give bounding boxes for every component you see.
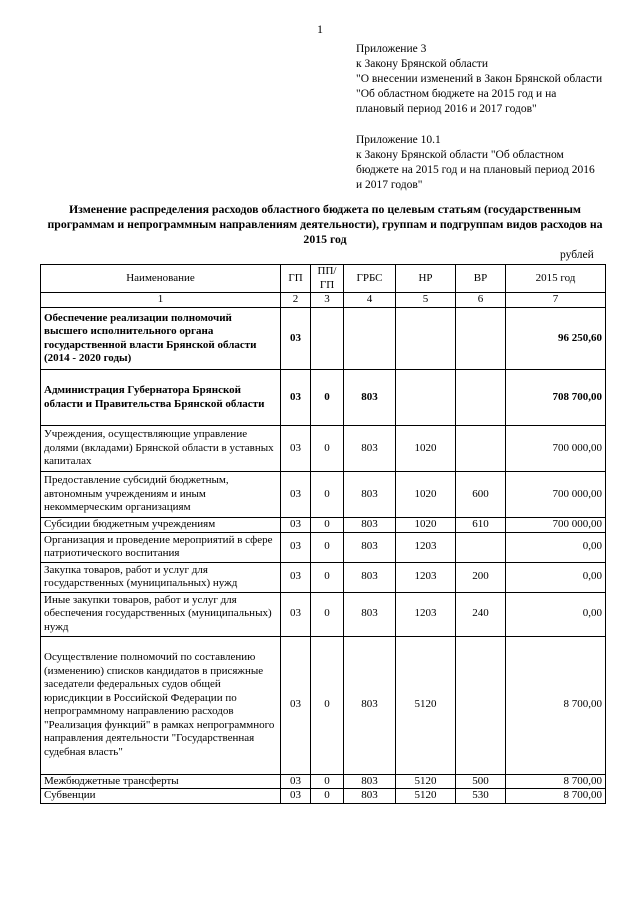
table-row (41, 789, 606, 804)
row-ppgp-cell: 0 (311, 532, 344, 562)
appendix-3-line: "О внесении изменений в Закон Брянской области (356, 73, 603, 85)
row-vr-cell (456, 370, 506, 426)
appendix-10-line: бюджете на 2015 год и на плановый период 2016 (356, 164, 595, 176)
row-name-cell: Обеспечение реализации полномочий высшего исполнительного органа государственной власти Брянской области (2014 - 2020 годы) (41, 308, 281, 370)
table-row (41, 308, 606, 370)
row-name-cell: Предоставление субсидий бюджетным, автономным учреждениям и иным некоммерческим организациям (41, 472, 281, 518)
table-row (41, 370, 606, 426)
row-grbs-cell: 803 (344, 636, 396, 774)
row-gp-cell: 03 (281, 562, 311, 592)
row-nr-cell: 5120 (396, 789, 456, 804)
row-nr-cell: 1203 (396, 562, 456, 592)
column-number: 2 (281, 293, 311, 308)
row-amount-cell: 708 700,00 (506, 370, 606, 426)
row-vr-cell: 200 (456, 562, 506, 592)
table-row (41, 532, 606, 562)
appendix-10-line: Приложение 10.1 (356, 134, 441, 146)
header-grbs: ГРБС (344, 265, 396, 293)
row-grbs-cell: 803 (344, 562, 396, 592)
row-amount-cell: 700 000,00 (506, 426, 606, 472)
row-gp-cell: 03 (281, 472, 311, 518)
appendix-3-line: плановый период 2016 и 2017 годов" (356, 103, 537, 115)
row-vr-cell: 530 (456, 789, 506, 804)
row-amount-cell: 0,00 (506, 562, 606, 592)
row-grbs-cell: 803 (344, 774, 396, 789)
row-name-cell: Закупка товаров, работ и услуг для государственных (муниципальных) нужд (41, 562, 281, 592)
table-row (41, 426, 606, 472)
row-ppgp-cell: 0 (311, 518, 344, 533)
row-nr-cell: 1020 (396, 472, 456, 518)
table-row (41, 562, 606, 592)
currency-unit: рублей (560, 249, 594, 261)
row-name-cell: Осуществление полномочий по составлению (изменению) списков кандидатов в присяжные заседатели федеральных судов общей юрисдикции в Российской Федерации по непрограммному направлению расходов "Реализация функций" в рамках непрограммного направления деятельности "Государственная судебная власть" (41, 636, 281, 774)
row-gp-cell: 03 (281, 789, 311, 804)
row-nr-cell: 1020 (396, 518, 456, 533)
row-vr-cell (456, 532, 506, 562)
row-grbs-cell: 803 (344, 789, 396, 804)
table-row (41, 592, 606, 636)
budget-table (40, 264, 606, 804)
row-grbs-cell (344, 308, 396, 370)
appendix-3-line: к Закону Брянской области (356, 58, 488, 70)
table-row (41, 518, 606, 533)
table-row (41, 774, 606, 789)
row-ppgp-cell: 0 (311, 562, 344, 592)
header-year: 2015 год (506, 265, 606, 293)
row-vr-cell (456, 426, 506, 472)
row-gp-cell: 03 (281, 370, 311, 426)
row-gp-cell: 03 (281, 774, 311, 789)
table-row (41, 472, 606, 518)
table-header-row (41, 265, 606, 293)
title-line: Изменение распределения расходов областного бюджета по целевым статьям (государственным (69, 202, 581, 216)
column-number: 6 (456, 293, 506, 308)
appendix-10-header (356, 133, 595, 193)
row-ppgp-cell: 0 (311, 426, 344, 472)
column-number-row (41, 293, 606, 308)
row-ppgp-cell: 0 (311, 592, 344, 636)
row-name-cell: Учреждения, осуществляющие управление долями (вкладами) Брянской области в уставных капиталах (41, 426, 281, 472)
row-amount-cell: 700 000,00 (506, 518, 606, 533)
row-amount-cell: 700 000,00 (506, 472, 606, 518)
header-gp: ГП (281, 265, 311, 293)
row-ppgp-cell: 0 (311, 636, 344, 774)
row-gp-cell: 03 (281, 532, 311, 562)
row-vr-cell: 500 (456, 774, 506, 789)
row-gp-cell: 03 (281, 426, 311, 472)
row-amount-cell: 8 700,00 (506, 774, 606, 789)
appendix-10-line: к Закону Брянской области "Об областном (356, 149, 564, 161)
row-name-cell: Администрация Губернатора Брянской области и Правительства Брянской области (41, 370, 281, 426)
row-nr-cell: 5120 (396, 774, 456, 789)
row-amount-cell: 0,00 (506, 592, 606, 636)
row-ppgp-cell: 0 (311, 774, 344, 789)
row-nr-cell (396, 308, 456, 370)
row-name-cell: Организация и проведение мероприятий в сфере патриотического воспитания (41, 532, 281, 562)
row-vr-cell: 600 (456, 472, 506, 518)
row-grbs-cell: 803 (344, 592, 396, 636)
row-ppgp-cell: 0 (311, 789, 344, 804)
row-name-cell: Межбюджетные трансферты (41, 774, 281, 789)
row-nr-cell (396, 370, 456, 426)
row-grbs-cell: 803 (344, 518, 396, 533)
appendix-3-header (356, 42, 602, 117)
row-name-cell: Субвенции (41, 789, 281, 804)
document-title (40, 202, 610, 247)
column-number: 7 (506, 293, 606, 308)
row-vr-cell (456, 308, 506, 370)
row-vr-cell: 610 (456, 518, 506, 533)
column-number: 3 (311, 293, 344, 308)
appendix-10-line: и 2017 годов" (356, 179, 423, 191)
header-vr: ВР (456, 265, 506, 293)
row-ppgp-cell: 0 (311, 472, 344, 518)
row-nr-cell: 1020 (396, 426, 456, 472)
row-name-cell: Субсидии бюджетным учреждениям (41, 518, 281, 533)
appendix-3-line: Приложение 3 (356, 43, 427, 55)
table-row (41, 636, 606, 774)
row-ppgp-cell: 0 (311, 370, 344, 426)
row-amount-cell: 96 250,60 (506, 308, 606, 370)
row-grbs-cell: 803 (344, 426, 396, 472)
title-line: программам и непрограммным направлениям деятельности), группам и подгруппам видов расходов на (47, 217, 603, 231)
row-gp-cell: 03 (281, 636, 311, 774)
row-amount-cell: 8 700,00 (506, 789, 606, 804)
appendix-3-line: "Об областном бюджете на 2015 год и на (356, 88, 557, 100)
row-grbs-cell: 803 (344, 472, 396, 518)
row-amount-cell: 8 700,00 (506, 636, 606, 774)
header-nr: НР (396, 265, 456, 293)
column-number: 1 (41, 293, 281, 308)
row-nr-cell: 1203 (396, 592, 456, 636)
row-ppgp-cell (311, 308, 344, 370)
row-nr-cell: 5120 (396, 636, 456, 774)
page-number: 1 (317, 22, 323, 36)
row-gp-cell: 03 (281, 592, 311, 636)
row-name-cell: Иные закупки товаров, работ и услуг для обеспечения государственных (муниципальных) нужд (41, 592, 281, 636)
header-ppgp: ПП/ГП (311, 265, 344, 293)
column-number: 4 (344, 293, 396, 308)
row-gp-cell: 03 (281, 308, 311, 370)
row-vr-cell (456, 636, 506, 774)
row-nr-cell: 1203 (396, 532, 456, 562)
row-grbs-cell: 803 (344, 532, 396, 562)
table-body (41, 308, 606, 804)
row-amount-cell: 0,00 (506, 532, 606, 562)
column-number: 5 (396, 293, 456, 308)
row-vr-cell: 240 (456, 592, 506, 636)
header-name: Наименование (41, 265, 281, 293)
title-line: 2015 год (303, 232, 347, 246)
row-gp-cell: 03 (281, 518, 311, 533)
row-grbs-cell: 803 (344, 370, 396, 426)
